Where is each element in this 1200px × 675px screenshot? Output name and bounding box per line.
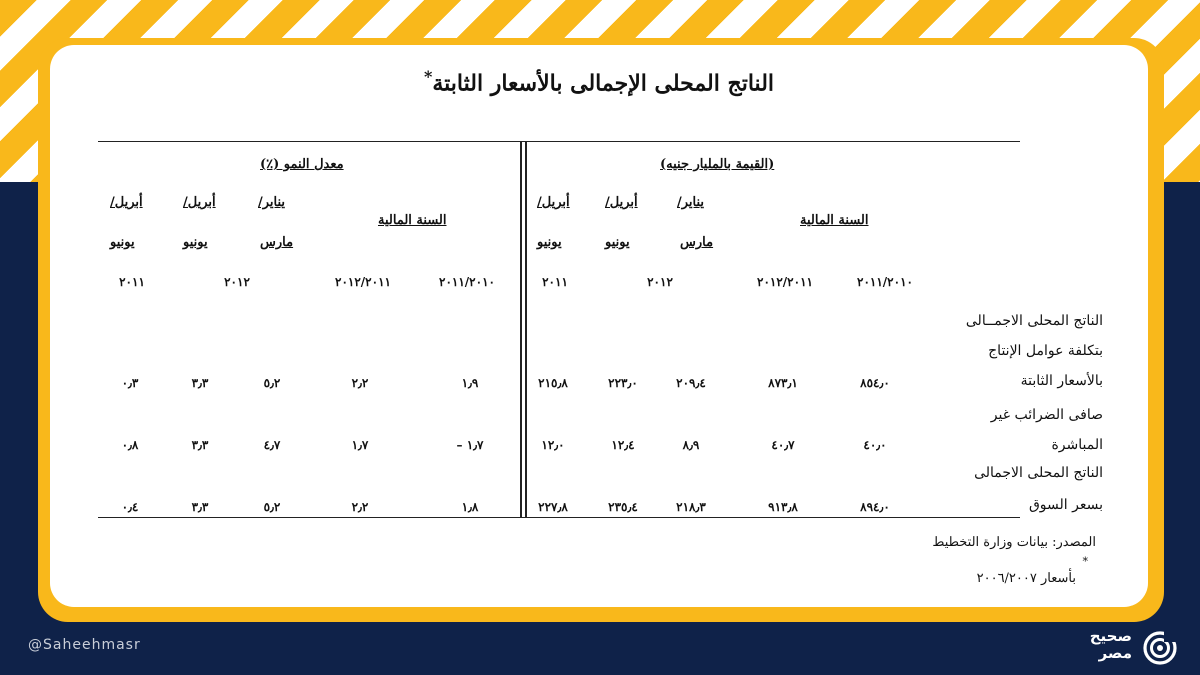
growth-group-header: معدل النمو (٪) (260, 157, 344, 172)
value-year-fy2: ٢٠١٢/٢٠١١ (757, 275, 813, 289)
brand-logo-text (1090, 628, 1132, 662)
row1-growth-fy1: ١٫٩ (461, 376, 479, 390)
brand-logo-line1: صحيح (1089, 627, 1132, 645)
value-apr-jun-2011-header-1: أبريل/ (537, 195, 570, 210)
document-card (50, 45, 1148, 607)
growth-fiscal-year-header: السنة المالية (378, 213, 447, 228)
value-group-header: (القيمة بالمليار جنيه) (660, 157, 775, 172)
row1-value-fy1: ٨٥٤٫٠ (860, 376, 890, 390)
row3-value-apr-jun-2011: ٢٢٧٫٨ (538, 500, 568, 514)
row3-value-apr-jun-2012: ٢٣٥٫٤ (608, 500, 638, 514)
row1-value-fy2: ٨٧٣٫١ (768, 376, 798, 390)
saheeh-masr-logo-icon (1142, 630, 1178, 666)
row3-growth-fy2: ٢٫٢ (351, 500, 369, 514)
brand-logo-line2: مصر (1098, 644, 1132, 662)
row2-label-line2: المباشرة (1051, 437, 1103, 453)
value-year-2011: ٢٠١١ (542, 275, 568, 289)
row2-value-apr-jun-2011: ١٢٫٠ (541, 438, 565, 452)
row2-value-jan-mar: ٨٫٩ (682, 438, 700, 452)
value-year-fy1: ٢٠١١/٢٠١٠ (857, 275, 913, 289)
row2-growth-fy1: – ١٫٧ (456, 438, 484, 452)
growth-apr-jun-2012-header-2: يونيو (183, 235, 208, 250)
row3-growth-fy1: ١٫٨ (461, 500, 479, 514)
source-note: المصدر: بيانات وزارة التخطيط (932, 535, 1096, 550)
value-apr-jun-2012-header-2: يونيو (605, 235, 630, 250)
row3-label-line1: الناتج المحلى الاجمالى (974, 465, 1103, 481)
table-bottom-rule (98, 517, 1020, 518)
value-year-2012: ٢٠١٢ (647, 275, 673, 289)
growth-year-fy1: ٢٠١١/٢٠١٠ (439, 275, 495, 289)
growth-apr-jun-2011-header-1: أبريل/ (110, 195, 143, 210)
row1-value-jan-mar: ٢٠٩٫٤ (676, 376, 706, 390)
row1-label-line2: بتكلفة عوامل الإنتاج (988, 343, 1103, 359)
value-jan-mar-header-2: مارس (680, 235, 714, 250)
value-apr-jun-2012-header-1: أبريل/ (605, 195, 638, 210)
value-apr-jun-2011-header-2: يونيو (537, 235, 562, 250)
row3-value-fy1: ٨٩٤٫٠ (860, 500, 890, 514)
row2-growth-apr-jun-2012: ٣٫٣ (191, 438, 209, 452)
value-jan-mar-header-1: يناير/ (677, 195, 705, 210)
row3-growth-apr-jun-2012: ٣٫٣ (191, 500, 209, 514)
row1-label-line3: بالأسعار الثابتة (1020, 373, 1103, 389)
row1-label-line1: الناتج المحلى الاجمــالى (965, 313, 1103, 329)
row3-growth-apr-jun-2011: ٠٫٤ (121, 500, 139, 514)
row1-value-apr-jun-2011: ٢١٥٫٨ (538, 376, 568, 390)
row2-value-apr-jun-2012: ١٢٫٤ (611, 438, 635, 452)
value-fiscal-year-header: السنة المالية (800, 213, 869, 228)
row2-label-line1: صافى الضرائب غير (990, 407, 1103, 423)
row2-value-fy1: ٤٠٫٠ (863, 438, 887, 452)
row1-growth-apr-jun-2011: ٠٫٣ (121, 376, 139, 390)
page-title (50, 67, 1148, 96)
title-text: الناتج المحلى الإجمالى بالأسعار الثابتة (432, 70, 775, 97)
row1-value-apr-jun-2012: ٢٢٣٫٠ (608, 376, 638, 390)
row2-growth-jan-mar: ٤٫٧ (263, 438, 281, 452)
row2-growth-apr-jun-2011: ٠٫٨ (121, 438, 139, 452)
row1-growth-jan-mar: ٥٫٢ (263, 376, 281, 390)
row1-growth-apr-jun-2012: ٣٫٣ (191, 376, 209, 390)
social-handle: @Saheehmasr (28, 637, 141, 653)
row2-growth-fy2: ١٫٧ (351, 438, 369, 452)
footnote: بأسعار ٢٠٠٦/٢٠٠٧ (976, 571, 1076, 586)
growth-apr-jun-2012-header-1: أبريل/ (183, 195, 216, 210)
footnote-mark: * (1082, 555, 1088, 568)
growth-jan-mar-header-2: مارس (260, 235, 294, 250)
row3-growth-jan-mar: ٥٫٢ (263, 500, 281, 514)
growth-year-2012: ٢٠١٢ (224, 275, 250, 289)
table-divider-left (520, 141, 522, 517)
row3-value-fy2: ٩١٣٫٨ (768, 500, 798, 514)
row3-label-line2: بسعر السوق (1028, 497, 1103, 513)
table-top-rule (98, 141, 1020, 142)
row2-value-fy2: ٤٠٫٧ (771, 438, 795, 452)
table-divider-right (525, 141, 527, 517)
growth-apr-jun-2011-header-2: يونيو (110, 235, 135, 250)
row3-value-jan-mar: ٢١٨٫٣ (676, 500, 706, 514)
growth-jan-mar-header-1: يناير/ (258, 195, 286, 210)
row1-growth-fy2: ٢٫٢ (351, 376, 369, 390)
growth-year-2011: ٢٠١١ (119, 275, 145, 289)
title-mark: * (423, 67, 433, 86)
growth-year-fy2: ٢٠١٢/٢٠١١ (335, 275, 391, 289)
